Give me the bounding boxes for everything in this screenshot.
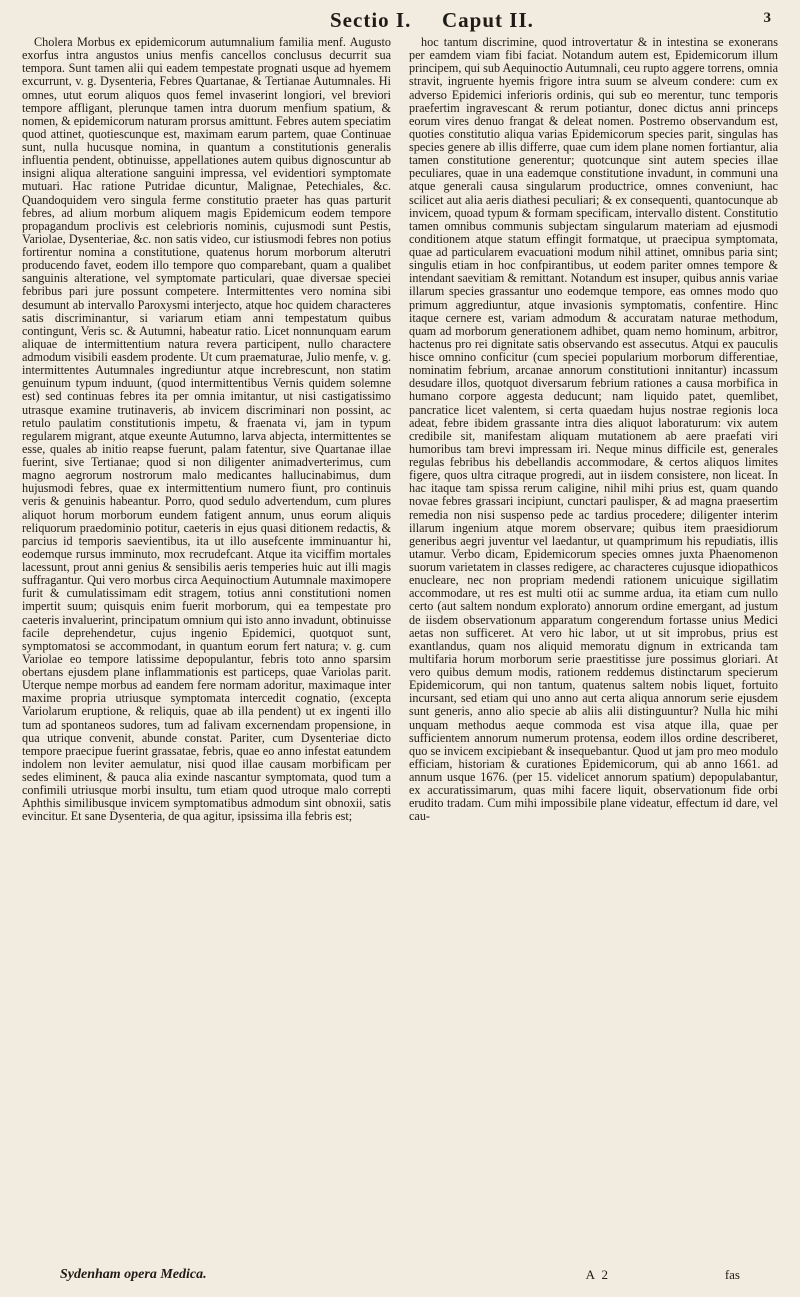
page-number: 3 bbox=[763, 10, 772, 26]
right-column-text: hoc tantum discrimine, quod introvertatur & in intestina se exonerans per eamdem viam fibi faciat. Notandum autem est, Epidemicorum illum principem, qui sub Aequinoctio Autumnali, ceu rupto aggere torrens, omnia stravit, ingruente hyemis frigore intra suum se alveum condere: cum ex adverso Epidemici inferioris ordinis, qui sub eo merentur, tunc temporis praefertim ingravescant & rerum potiantur, donec dictus anni princeps eorum vires denuo frangat & deleat nomen. Postremo observandum est, quoties constitutio aliqua varias Epidemicorum species parit, singulas has species genere ab illis differre, quae cum idem plane nomen fortiantur, alia tamen constitutione generentur; quotcunque sint autem species illae peculiares, quae in una eademque constitutione invadunt, in communi una atque generali causa singularum productrice, omnes conveniunt, hac scilicet aut alia aeris diathesi peculiari; & ex consequenti, quantocunque ab invicem, quoad typum & formam specificam, intervallo distent. Constitutio tamen omnibus communis subjectam singularum materiam ad ejusmodi conditionem atque statum effingit formatque, ut praecipua symptomata, quae ad particularem evacuationi modum nihil attinet, omnibus paria sint; singulis etiam in hoc confpirantibus, ut eodem pariter omnes tempore & intendant saevitiam & remittant. Notandum est insuper, quibus annis variae illarum species grassantur uno eodemque tempore, eas omnes modo quo primum aggrediuntur, atque invasionis symptomatis, confentire. Hinc itaque cernere est, variam admodum & accuratam naturae methodum, quam ad morborum generationem adhibet, quam nemo hominum, arbitror, hactenus pro rei dignitate satis observando est assecutus. Atqui ex pauculis hisce omnino conficitur (cum speciei popularium morborum differentiae, nominatim febrium, arcanae annorum constitutioni innitantur) incassum desudare illos, quotquot diversarum febrium rationes a causa morbifica in humano corpore aggesta deducunt; nam liquido patet, quemlibet, pancratice licet valentem, si certa quaedam hujus nostrae regionis loca adeat, febre ibidem grassante intra dies aliquot laboraturum: vix autem credibile sit, manifestam aliquam mutationem ab aere praefati viri humoribus tam brevi impressam iri. Neque minus difficile est, generales regulas febribus his debellandis accommodare, & certos aliquos limites figere, quos ultra citraque progredi, aut in iisdem consistere, non liceat. In hac itaque tam spissa rerum caligine, nihil mihi prius est, quam quando novae febres grassari incipiunt, cunctari paulisper, & ad magna praesertim remedia non nisi suspenso pede ac tardius procedere; diligenter interim illarum ingenium atque morem observare; quibus item praesidiorum generibus aegri juventur vel laedantur, ut quamprimum his repudiatis, illis utamur. Verbo dicam, Epidemicorum species omnes juxta Phaenomenon suorum varietatem in classes redigere, ac characteres cujusque idiopathicos enucleare, nec non propriam medendi rationem unicuique sigillatim accommodare, ut res est multi otii ac summe ardua, ita etiam cum nullo certo (aut saltem nondum explorato) annorum ordine emergant, ad justum de iisdem observationum apparatum congerendum fortasse unius Medici aetas non sufficeret. At vero hic labor, ut ut sit improbus, prius est exantlandus, quam nos aliquid memoratu dignum in extricanda tam multifaria horum morborum serie praestitisse jure possimus gloriari. At vero quibus demum modis, rationem reddemus distinctarum specierum Epidemicorum, qui non tantum, quatenus saltem nobis liquet, fortuito incursant, sed etiam qui uno anno aut certa aliqua annorum serie ejusdem sunt generis, anno alio specie ab aliis alii distinguuntur? Nulla hic mihi unquam methodus aeque commoda est visa atque illa, quae per sufficientem annorum numerum protensa, eodem illos ordine describeret, quo se invicem excipiebant & insequebantur. Quod ut jam pro meo modulo efficiam, historiam & curationes Epidemicorum, qui ab anno 1661. ad annum usque 1676. (per 15. videlicet annorum spatium) depopulabantur, ex accuratissimarum, quas mihi facere liquit, observationum fide orbi erudito tradam. Cum mihi impossibile plane videatur, effectum id dare, vel cau- bbox=[409, 36, 778, 824]
catchword: fas bbox=[724, 1267, 740, 1282]
running-title-footer: Sydenham opera Medica. bbox=[60, 1267, 207, 1282]
right-column bbox=[409, 36, 778, 1266]
chapter-heading: Caput II. bbox=[442, 8, 534, 32]
left-column-text: Cholera Morbus ex epidemicorum autumnalium familia menf. Augusto exorfus intra angustos unius menfis cancellos conclusus decurrit sua tempora. Sunt tamen alii qui eadem tempestate prognati usque ad hyemem excurrunt, v. g. Dysenteria, Febres Quartanae, & Tertianae Autumnales. Hi omnes, utut eorum aliquos quos femel invaserint longiori, vel breviori tempore affligant, plerunque tamen intra duorum menfium spatium, & nomen, & epidemicorum naturam prorsus amittunt. Febres autem speciatim quod attinet, quotiescunque est, maximam earum partem, quae Continuae sunt, nulla hucusque nomina, in quantum a constitutionis generalis influentia pendent, obtinuisse, appellationes autem quibus dignoscuntur ab insigni aliqua alteratione sanguini impressa, vel evidentiori symptomate mutuari. Hac ratione Putridae dicuntur, Malignae, Petechiales, &c. Quandoquidem vero singula ferme constitutio praeter has quas parturit febres, ad alium morbum aliquem magis Epidemicum eodem tempore propagandum proclivis est celebrioris nominis, cujusmodi sunt Pestis, Variolae, Dysenteriae, &c. non satis video, cur istiusmodi febres non potius fortirentur nomina a constitutione, quatenus horum morborum alterutri producendo favet, eodem illo tempore quo comparebant, quam a qualibet sanguinis alteratione, vel symptomate particulari, quae diversae speciei febribus pari jure possunt competere. Intermittentes vero nomina sibi desumunt ab intervallo Paroxysmi interjecto, atque hoc quidem characteres satis discriminantur, si variarum etiam anni tempestatum quibus contingunt, Veris sc. & Autumni, habeatur ratio. Licet nonnunquam earum aliquae de intermittentium natura revera participent, nullo charactere admodum visibili easdem prodente. Ut cum praematurae, Julio menfe, v. g. intermittentes Autumnales ingrediuntur atque increbrescunt, non statim genuinum typum induunt, (quod intermittentibus Vernis quidem solemne est) sed continuas febres ita per omnia imitantur, ut nisi castigatissimo utrasque examine trutinaveris, ab invicem discriminari non possint, ac retulo paulatim constitutionis impetu, & fraenata vi, jam in typum regularem migrant, atque exeunte Autumno, larva abjecta, intermittentes se esse, quales ab initio reapse fuerunt, palam fatentur, sive Quartanae illae fuerint, sive Tertianae; quod si non diligenter animadverterimus, cum magno aegrorum nostrorum malo medicantes hallucinabimus, dum hujusmodi febres, quae ex intermittentium numero fiunt, pro continuis veris & genuinis habeantur. Porro, quod sedulo advertendum, cum plures aliquot horum morborum eundem fatigent annum, unus eorum aliquis reliquorum praedominio potitur, caeteris in ejus quasi ditionem redactis, & parcius id temporis saevientibus, ita ut illo ausefcente imminuantur hi, eodemque rursus imminuto, mox recrudefcant. Atque ita viciffim mortales lacessunt, prout anni genius & sensibilis aeris temperies huic aut illi magis suffragantur. Qui vero morbus circa Aequinoctium Autumnale maximopere furit & cumulatissimam edit stragem, totius anni constitutioni nomen impertit suum; quisquis enim fuerit morborum, qui ea tempestate pro caeteris invaluerint, principatum omnium qui isto anno invadunt, obtinuisse facile deprehendetur, cujus ingenio Epidemici, quotquot sunt, symptomatosi se accommodant, in quantum eorum fert natura; v. g. cum Variolae eo tempore latissime depopulantur, febris toto anno sparsim obertans ejusdem plane inflammationis est particeps, quae Variolas parit. Uterque nempe morbus ad eandem fere normam adoritur, maximaque inter maxime propria utriusque symptomata intercedit cognatio, (excepta Variolarum eruptione, & reliquis, quae ab illa pendent) ut ex ingenti illo tum ad spontaneos sudores, tum ad falivam excernendam propensione, in qua utrique convenit, abunde constat. Pariter, cum Dysenteriae dicto tempore praecipue fuerint grassatae, febris, quae eo anno infestat eatundem indolem non leviter aemulatur, nisi quod illae causam morbificam per sedes eliminent, & pauca alia exinde nascantur symptomata, quod tum a confimili utriusque morbi insultu, tum etiam quod utroque malo correpti Aphthis similibusque invicem symptomatibus admodum sint obnoxii, satis evincitur. Et sane Dysenteria, de qua agitur, ipsissima illa febris est; bbox=[22, 36, 391, 824]
section-heading: Sectio I. bbox=[330, 8, 412, 32]
running-header bbox=[22, 8, 778, 34]
left-column bbox=[22, 36, 391, 1266]
two-column-body bbox=[22, 36, 778, 1266]
signature-mark: A 2 bbox=[585, 1267, 610, 1282]
